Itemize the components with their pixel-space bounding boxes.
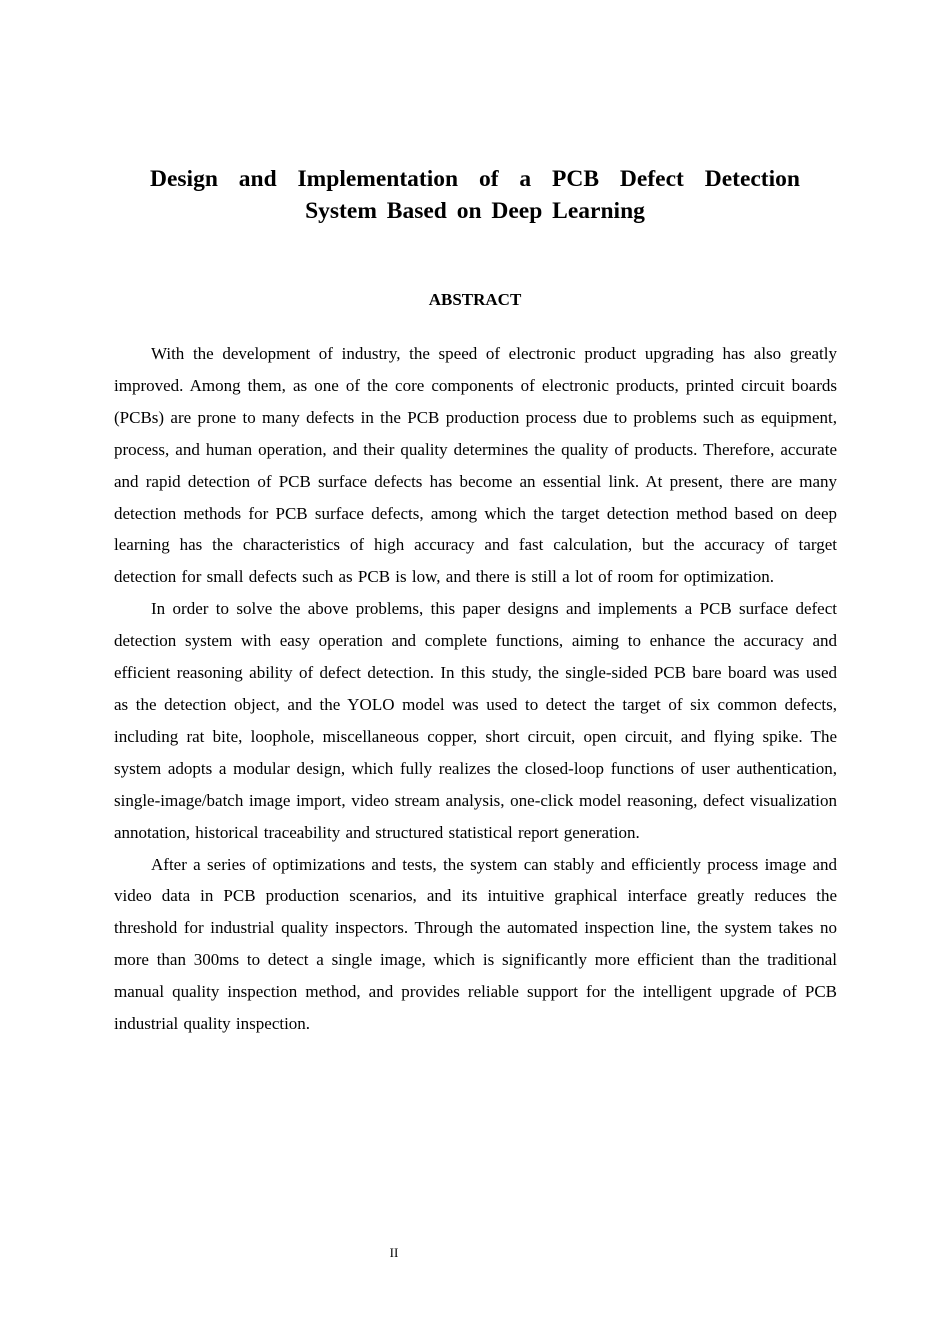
page-number: II <box>389 1245 399 1260</box>
abstract-body <box>114 338 837 1040</box>
abstract-paragraph: With the development of industry, the speed of electronic product upgrading has also greatly improved. Among them, as one of the core components of electronic products, printed circuit boards (PCBs) are prone to many defects in the PCB production process due to problems such as equipment, process, and human operation, and their quality determines the quality of products. Therefore, accurate and rapid detection of PCB surface defects has become an essential link. At present, there are many detection methods for PCB surface defects, among which the target detection method based on deep learning has the characteristics of high accuracy and fast calculation, but the accuracy of target detection for small defects such as PCB is low, and there is still a lot of room for optimization. <box>114 344 837 587</box>
paper-title: Design and Implementation of a PCB Defect Detection System Based on Deep Learning <box>150 166 800 224</box>
abstract-heading: ABSTRACT <box>428 290 522 309</box>
abstract-paragraph: After a series of optimizations and tests, the system can stably and efficiently process image and video data in PCB production scenarios, and its intuitive graphical interface greatly reduces the threshold for industrial quality inspectors. Through the automated inspection line, the system takes no more than 300ms to detect a single image, which is significantly more efficient than the traditional manual quality inspection method, and provides reliable support for the intelligent upgrade of PCB industrial quality inspection. <box>114 854 837 1034</box>
abstract-paragraph: In order to solve the above problems, this paper designs and implements a PCB surface defect detection system with easy operation and complete functions, aiming to enhance the accuracy and efficient reasoning ability of defect detection. In this study, the single-sided PCB bare board was used as the detection object, and the YOLO model was used to detect the target of six common defects, including rat bite, loophole, miscellaneous copper, short circuit, open circuit, and flying spike. The system adopts a modular design, which fully realizes the closed-loop functions of user authentication, single-image/batch image import, video stream analysis, one-click model reasoning, defect visualization annotation, historical traceability and structured statistical report generation. <box>114 599 837 842</box>
